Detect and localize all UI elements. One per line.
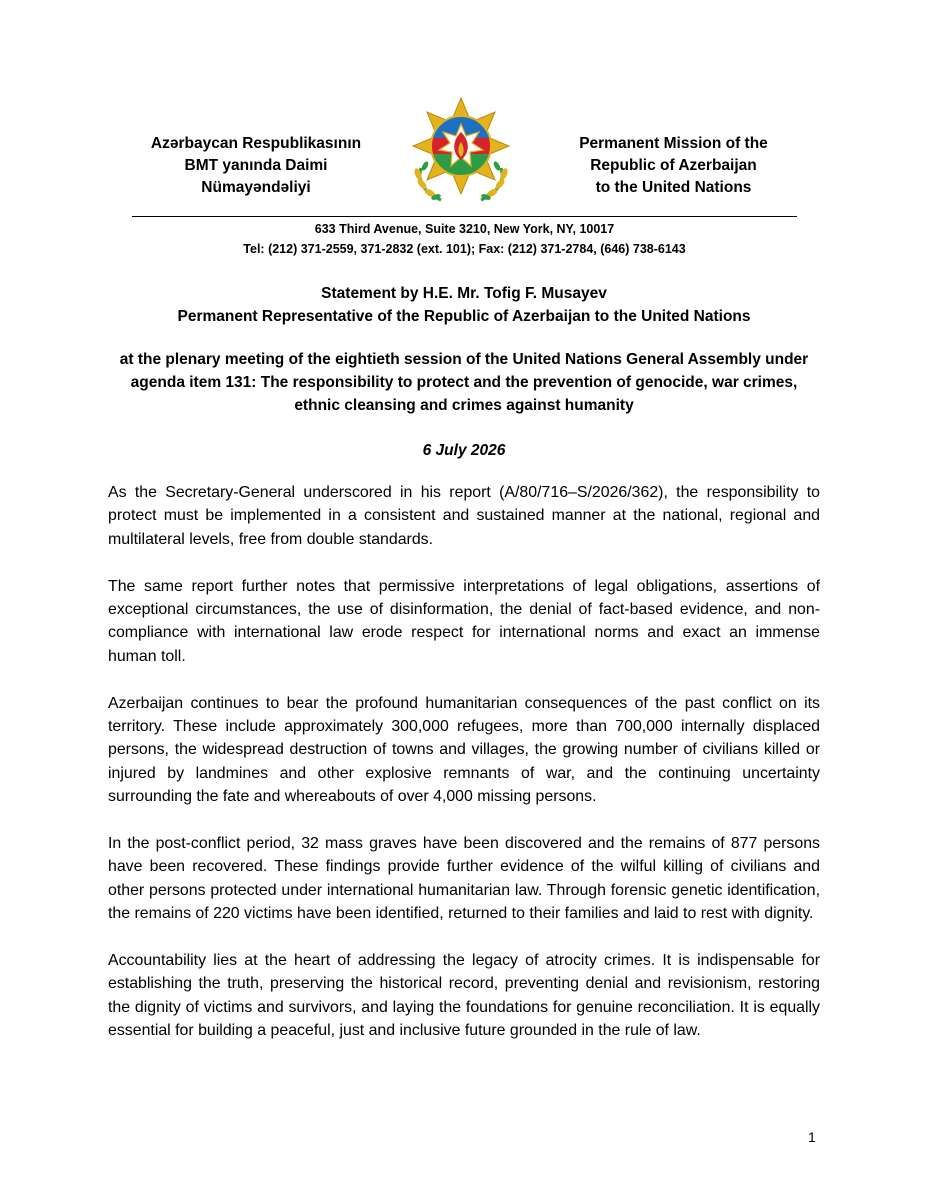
paragraph: The same report further notes that permissive interpretations of legal obligations, assertions of exceptional circumstances, the use of disinformation, the denial of fact-based evidence, and non-compliance with international law erode respect for international norms and exact an immense human toll. — [108, 577, 820, 665]
statement-date: 6 July 2026 — [422, 442, 506, 459]
agenda-line: ethnic cleansing and crimes against humanity — [294, 397, 634, 414]
mission-name-english — [566, 133, 781, 199]
header-left-line: Azərbaycan Respublikasının — [150, 135, 362, 152]
statement-heading — [108, 282, 820, 328]
header-right-line: Republic of Azerbaijan — [590, 157, 757, 174]
address-line: 633 Third Avenue, Suite 3210, New York, NY, 10017 — [314, 222, 615, 236]
header-right-line: Permanent Mission of the — [579, 135, 768, 152]
agenda-item — [108, 348, 820, 417]
mission-name-azerbaijani — [140, 133, 372, 199]
header-left-line: Nümayəndəliyi — [201, 179, 311, 196]
paragraph: As the Secretary-General underscored in his report (A/80/716–S/2026/362), the responsibility to protect must be implemented in a consistent and sustained manner at the national, regional and multilateral levels, free from double standards. — [108, 484, 820, 548]
state-emblem-icon — [401, 96, 521, 208]
paragraph: Azerbaijan continues to bear the profound humanitarian consequences of the past conflict on its territory. These include approximately 300,000 refugees, more than 700,000 internally displaced persons, the widespread destruction of towns and villages, the growing number of civilians killed or injured by landmines and other explosive remnants of war, and the continuing uncertainty surrounding the fate and whereabouts of over 4,000 missing persons. — [108, 694, 820, 806]
paragraph: In the post-conflict period, 32 mass graves have been discovered and the remains of 877 persons have been recovered. These findings provide further evidence of the wilful killing of civilians and other persons protected under international humanitarian law. Through forensic genetic identification, the remains of 220 victims have been identified, returned to their families and laid to rest with dignity. — [108, 835, 820, 923]
contact-line: Tel: (212) 371-2559, 371-2832 (ext. 101); Fax: (212) 371-2784, (646) 738-6143 — [243, 242, 686, 256]
agenda-line: at the plenary meeting of the eightieth session of the United Nations General Assembly under — [119, 351, 809, 368]
statement-subtitle: Permanent Representative of the Republic of Azerbaijan to the United Nations — [177, 308, 751, 325]
header-left-line: BMT yanında Daimi — [184, 157, 328, 174]
statement-body — [108, 481, 820, 1066]
contact-block — [132, 219, 797, 259]
statement-title: Statement by H.E. Mr. Tofig F. Musayev — [321, 285, 607, 302]
header-right-line: to the United Nations — [595, 179, 752, 196]
header-divider — [132, 216, 797, 217]
agenda-line: agenda item 131: The responsibility to protect and the prevention of genocide, war crimes, — [130, 374, 798, 391]
paragraph: Accountability lies at the heart of addressing the legacy of atrocity crimes. It is indispensable for establishing the truth, preserving the historical record, preventing denial and revisionism, restoring the dignity of victims and survivors, and laying the foundations for genuine reconciliation. It is equally essential for building a peaceful, just and inclusive future grounded in the rule of law. — [108, 952, 820, 1040]
page-number: 1 — [808, 1129, 816, 1145]
